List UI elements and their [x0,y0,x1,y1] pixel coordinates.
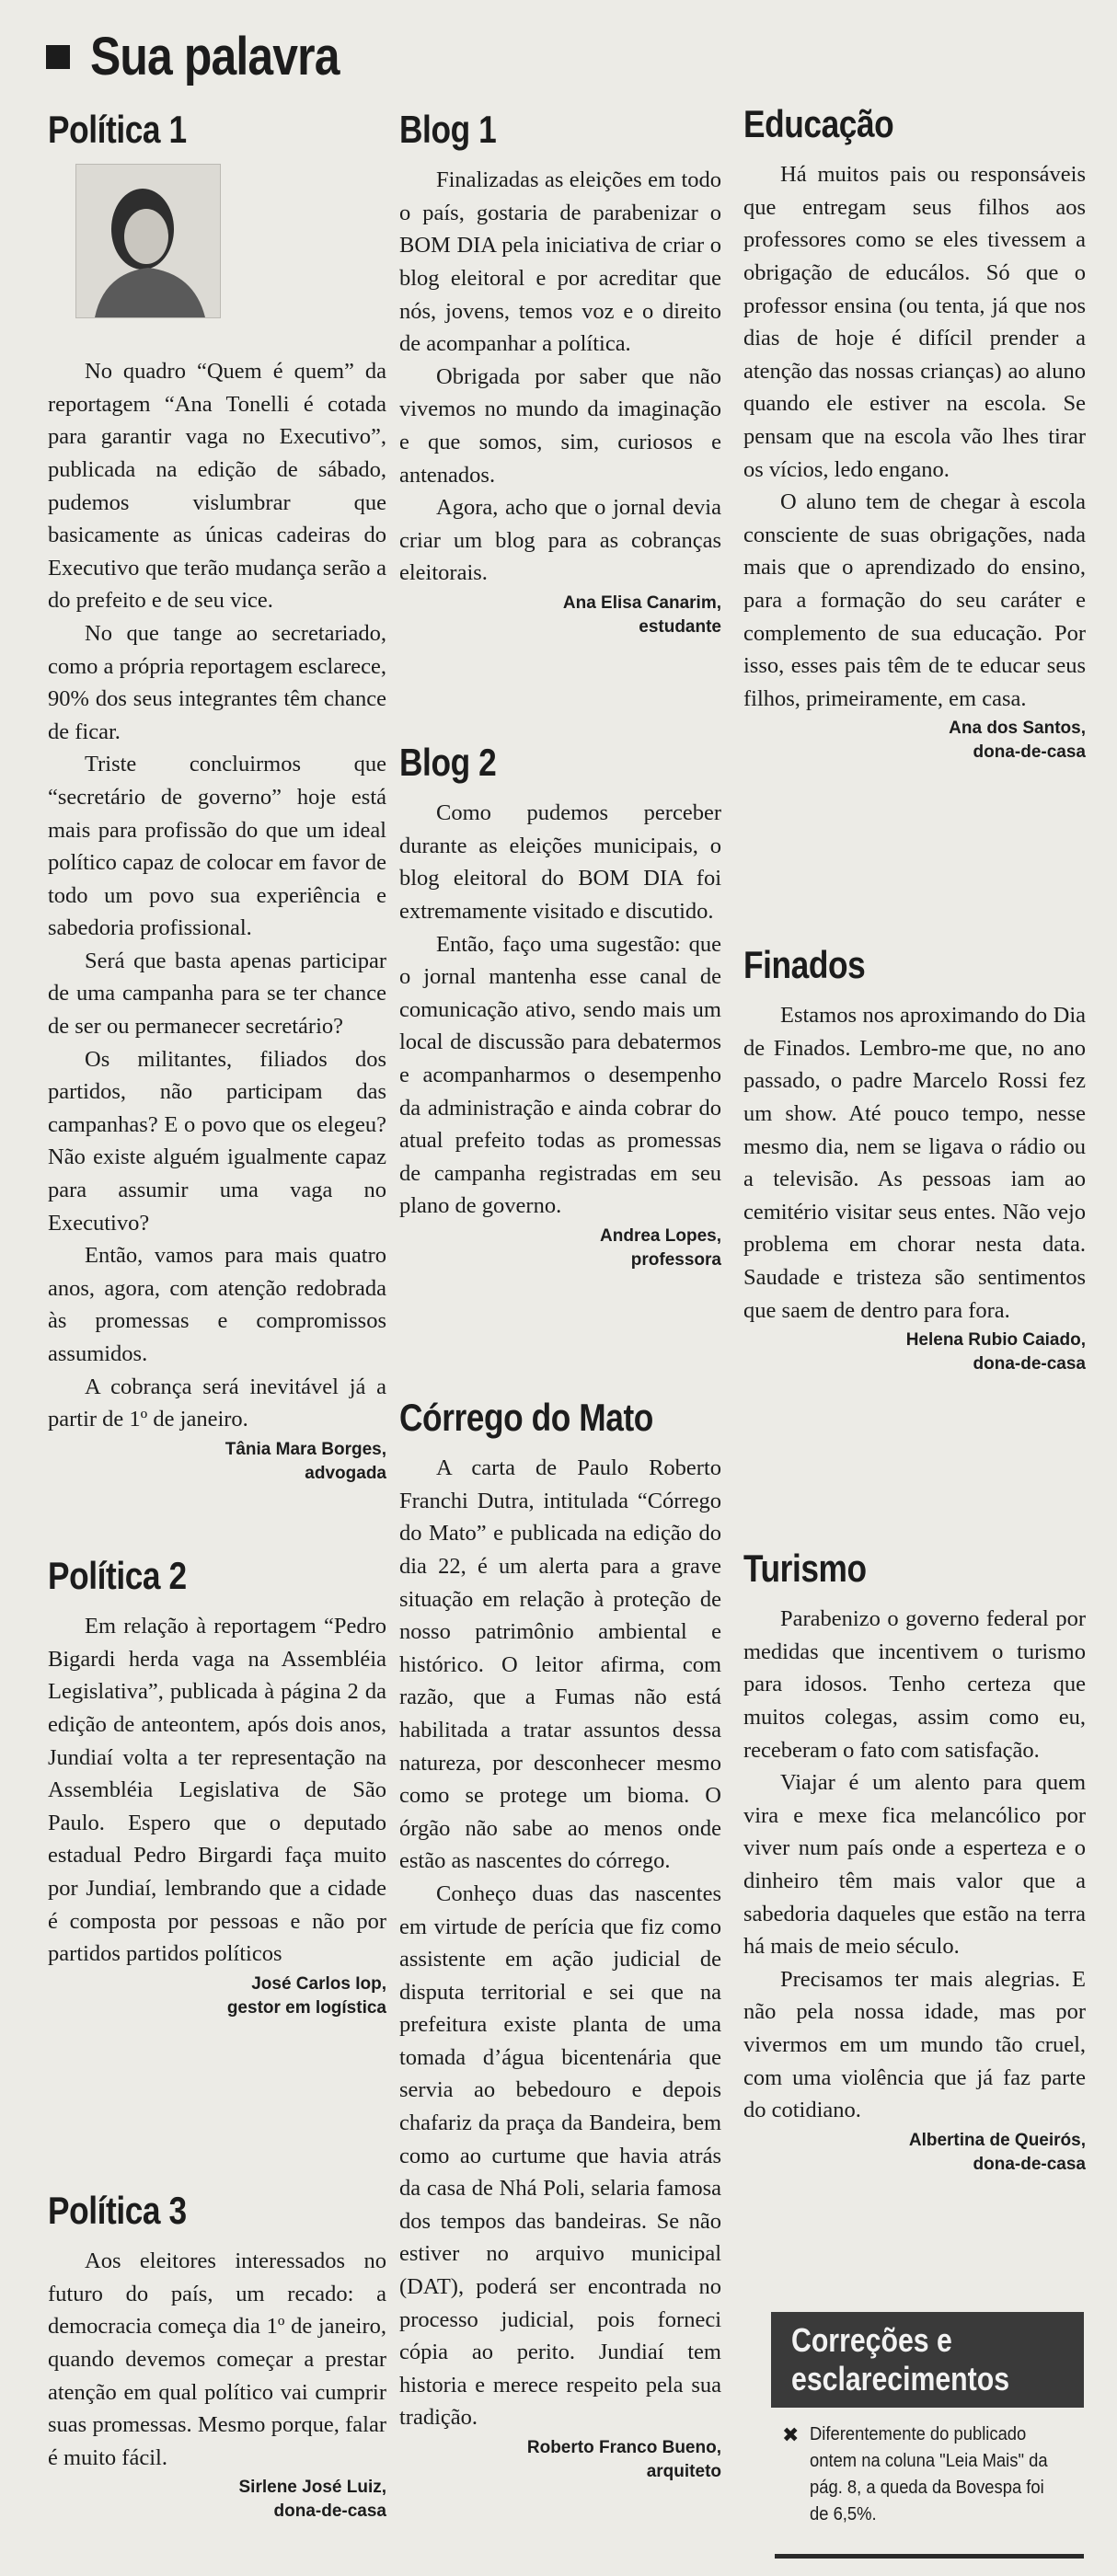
letter-paragraph: No que tange ao secretariado, como a própria reportagem esclarece, 90% dos seus integrantes têm chance de ficar. [48,620,386,744]
author-signature [399,592,721,639]
author-name: Sirlene José Luiz, [238,2478,386,2498]
letter-paragraph: Estamos nos aproximando do Dia de Finados. Lembro-me que, no ano passado, o padre Marcelo Rossi fez um show. Até pouco tempo, nesse mesmo dia, nem se ligava o rádio ou a televisão. As pessoas iam ao cemitério visitar seus entes. Não vejo problema em chorar nesta data. Saudade e tristeza são sentimentos que saem de dentro para fora. [743,1003,1086,1323]
author-signature [48,1438,386,1486]
letter-paragraph: O aluno tem de chegar à escola consciente de suas obrigações, nada mais que o aprendizado do ensino, para a formação do seu caráter e complemento de sua educação. Por isso, esses pais têm de te educar seus filhos, primeiramente, em casa. [743,489,1086,711]
author-name: Roberto Franco Bueno, [526,2438,721,2457]
letter-paragraph: A carta de Paulo Roberto Franchi Dutra, intitulada “Córrego do Mato” e publicada na edição do dia 22, é um alerta para a grave situação em relação à proteção de nosso patrimônio ambiental e histórico. O leitor afirma, com razão, que a Fumas não está habilitada a tratar assuntos dessa natureza, por desconhecer mesmo como se protege um bioma. O órgão não sabe ao menos onde estão as nascentes do córrego. [399,1455,721,1874]
letter-title: Córrego do Mato [399,1396,653,1439]
section-header [46,26,380,87]
author-name: Andrea Lopes, [600,1225,721,1246]
author-photo [75,164,221,318]
author-role: dona-de-casa [973,742,1086,763]
author-signature [743,2129,1086,2177]
letter-politica-1 [48,109,386,1486]
corrections-title-line1: Correções e [791,2321,952,2359]
section-title: Sua palavra [90,27,340,86]
author-name: Ana dos Santos, [949,719,1086,739]
corrections-header [771,2312,1084,2408]
letter-turismo [743,1547,1086,2177]
author-role: dona-de-casa [273,2501,386,2522]
author-role: dona-de-casa [973,2154,1086,2174]
letter-paragraph: Será que basta apenas participar de uma campanha para se ter chance de ser ou permanecer secretário? [48,948,386,1040]
letter-politica-3 [48,2190,386,2524]
letter-paragraph: Em relação à reportagem “Pedro Bigardi herda vaga na Assembléia Legislativa”, publicada à página 2 da edição de anteontem, após dois anos, Jundiaí volta a ter representação na Assembléia Legislativa de São Paulo. Espero que o deputado estadual Pedro Birgardi faça muito por Jundiaí, lembrando que a cidade é composta por pessoas e não por partidos partidos políticos [48,1614,386,1967]
letter-paragraph: No quadro “Quem é quem” da reportagem “Ana Tonelli é cotada para garantir vaga no Executivo”, publicada na edição de sábado, pudemos vislumbrar que basicamente as únicas cadeiras do Executivo que terão mudança serão a do prefeito e de seu vice. [48,359,386,614]
author-signature [48,1972,386,2020]
author-signature [743,717,1086,765]
section-square-icon [46,45,70,69]
letter-title: Blog 1 [399,108,497,151]
author-signature [399,2436,721,2484]
letter-title: Política 1 [48,108,187,151]
letter-title: Turismo [743,1547,867,1590]
author-name: Ana Elisa Canarim, [562,592,721,613]
author-name: José Carlos Iop, [251,1973,386,1994]
letter-paragraph: Os militantes, filiados dos partidos, não participam das campanhas? E o povo que os elegeu? Não existe alguém igualmente capaz para assumir uma vaga no Executivo? [48,1046,386,1236]
author-signature [48,2476,386,2524]
author-signature [399,1225,721,1272]
letter-paragraph: Obrigada por saber que não vivemos no mundo da imaginação e que somos, sim, curiosos e antenados. [399,363,721,488]
author-role: estudante [639,616,721,637]
cross-bullet-icon: ✖ [782,2423,800,2446]
author-name: Albertina de Queirós, [908,2130,1086,2150]
letter-paragraph: Como pudemos perceber durante as eleições municipais, o blog eleitoral do BOM DIA foi extremamente visitado e discutido. [399,800,721,924]
letter-title: Política 3 [48,2189,187,2232]
bottom-rule [775,2554,1084,2559]
letter-corrego-do-mato [399,1397,721,2484]
letter-paragraph: Precisamos ter mais alegrias. E não pela nossa idade, mas por vivermos em um mundo tão cruel, com uma violência que já faz parte do cotidiano. [743,1966,1086,2123]
author-name: Tânia Mara Borges, [225,1439,386,1459]
letter-politica-2 [48,1555,386,2020]
letter-educacao [743,103,1086,765]
author-role: dona-de-casa [973,1354,1086,1374]
corrections-item [782,2421,1086,2528]
author-portrait-icon [76,165,220,317]
letter-paragraph: Triste concluirmos que “secretário de governo” hoje está mais para profissão do que um ideal político capaz de colocar em favor de todo um povo sua experiência e sabedoria profissional. [48,752,386,941]
author-role: professora [630,1249,721,1270]
letter-title: Política 2 [48,1554,187,1597]
author-signature [743,1328,1086,1376]
author-name: Helena Rubio Caiado, [905,1330,1086,1351]
letter-title: Educação [743,102,894,145]
letter-paragraph: A cobrança será inevitável já a partir de 1º de janeiro. [48,1374,386,1432]
letter-title: Finados [743,943,866,986]
letter-finados [743,944,1086,1376]
letter-paragraph: Viajar é um alento para quem vira e mexe fica melancólico por viver num país onde a esperteza e o dinheiro têm mais valor que a sabedoria daqueles que estão na terra há mais de meio século. [743,1770,1086,1960]
letter-blog-2 [399,742,721,1272]
letter-title: Blog 2 [399,741,497,784]
letter-paragraph: Agora, acho que o jornal devia criar um blog para as cobranças eleitorais. [399,495,721,586]
letter-paragraph: Parabenizo o governo federal por medidas que incentivem o turismo para idosos. Tenho certeza que muitos colegas, assim como eu, receberam o fato com satisfação. [743,1606,1086,1763]
author-role: arquiteto [646,2462,721,2481]
author-role: advogada [305,1463,386,1483]
letter-paragraph: Aos eleitores interessados no futuro do país, um recado: a democracia começa dia 1º de janeiro, quando devemos começar a prestar atenção em qual político vai cumprir suas promessas. Mesmo porque, falar é muito fácil. [48,2248,386,2470]
letter-paragraph: Há muitos pais ou responsáveis que entregam seus filhos aos professores como se eles tivessem a obrigação de educálos. Só que o professor ensina (ou tenta, já que nos dias de hoje é difícil prender a atenção das nossas crianças) ao aluno quando ele estiver na escola. Se pensam que na escola vão lhes tirar os vícios, ledo engano. [743,162,1086,482]
letter-blog-1 [399,109,721,639]
letter-paragraph: Finalizadas as eleições em todo o país, gostaria de parabenizar o BOM DIA pela iniciativa de criar o blog eleitoral e por acreditar que nós, jovens, temos voz e o direito de acompanhar a política. [399,167,721,357]
author-role: gestor em logística [226,1997,386,2018]
letter-paragraph: Então, faço uma sugestão: que o jornal mantenha esse canal de comunicação ativo, sendo mais um local de discussão para debatermos e acompanharmos o desempenho da administração e ainda cobrar do atual prefeito todas as promessas de campanha registradas em seu plano de governo. [399,931,721,1219]
corrections-title-line2: esclarecimentos [791,2360,1010,2398]
corrections-text: Diferentemente do publicado ontem na coluna "Leia Mais" da pág. 8, a queda da Bovespa foi de 6,5%. [810,2424,1049,2524]
letter-paragraph: Conheço duas das nascentes em virtude de perícia que fiz como assistente em ação judicial de disputa territorial e sei que na prefeitura existe planta de uma tomada d’água bicentenária que servia ao bebedouro e depois chafariz da praça da Bandeira, bem como ao curtume que havia atrás da casa de Nhá Poli, selaria famosa dos tempos das bandeiras. Se não estiver no arquivo municipal (DAT), poderá ser encontrada no processo judicial, pois forneci cópia ao perito. Jundiaí tem historia e merece respeito pela sua tradição. [399,1880,721,2431]
letter-paragraph: Então, vamos para mais quatro anos, agora, com atenção redobrada às promessas e compromissos assumidos. [48,1243,386,1366]
